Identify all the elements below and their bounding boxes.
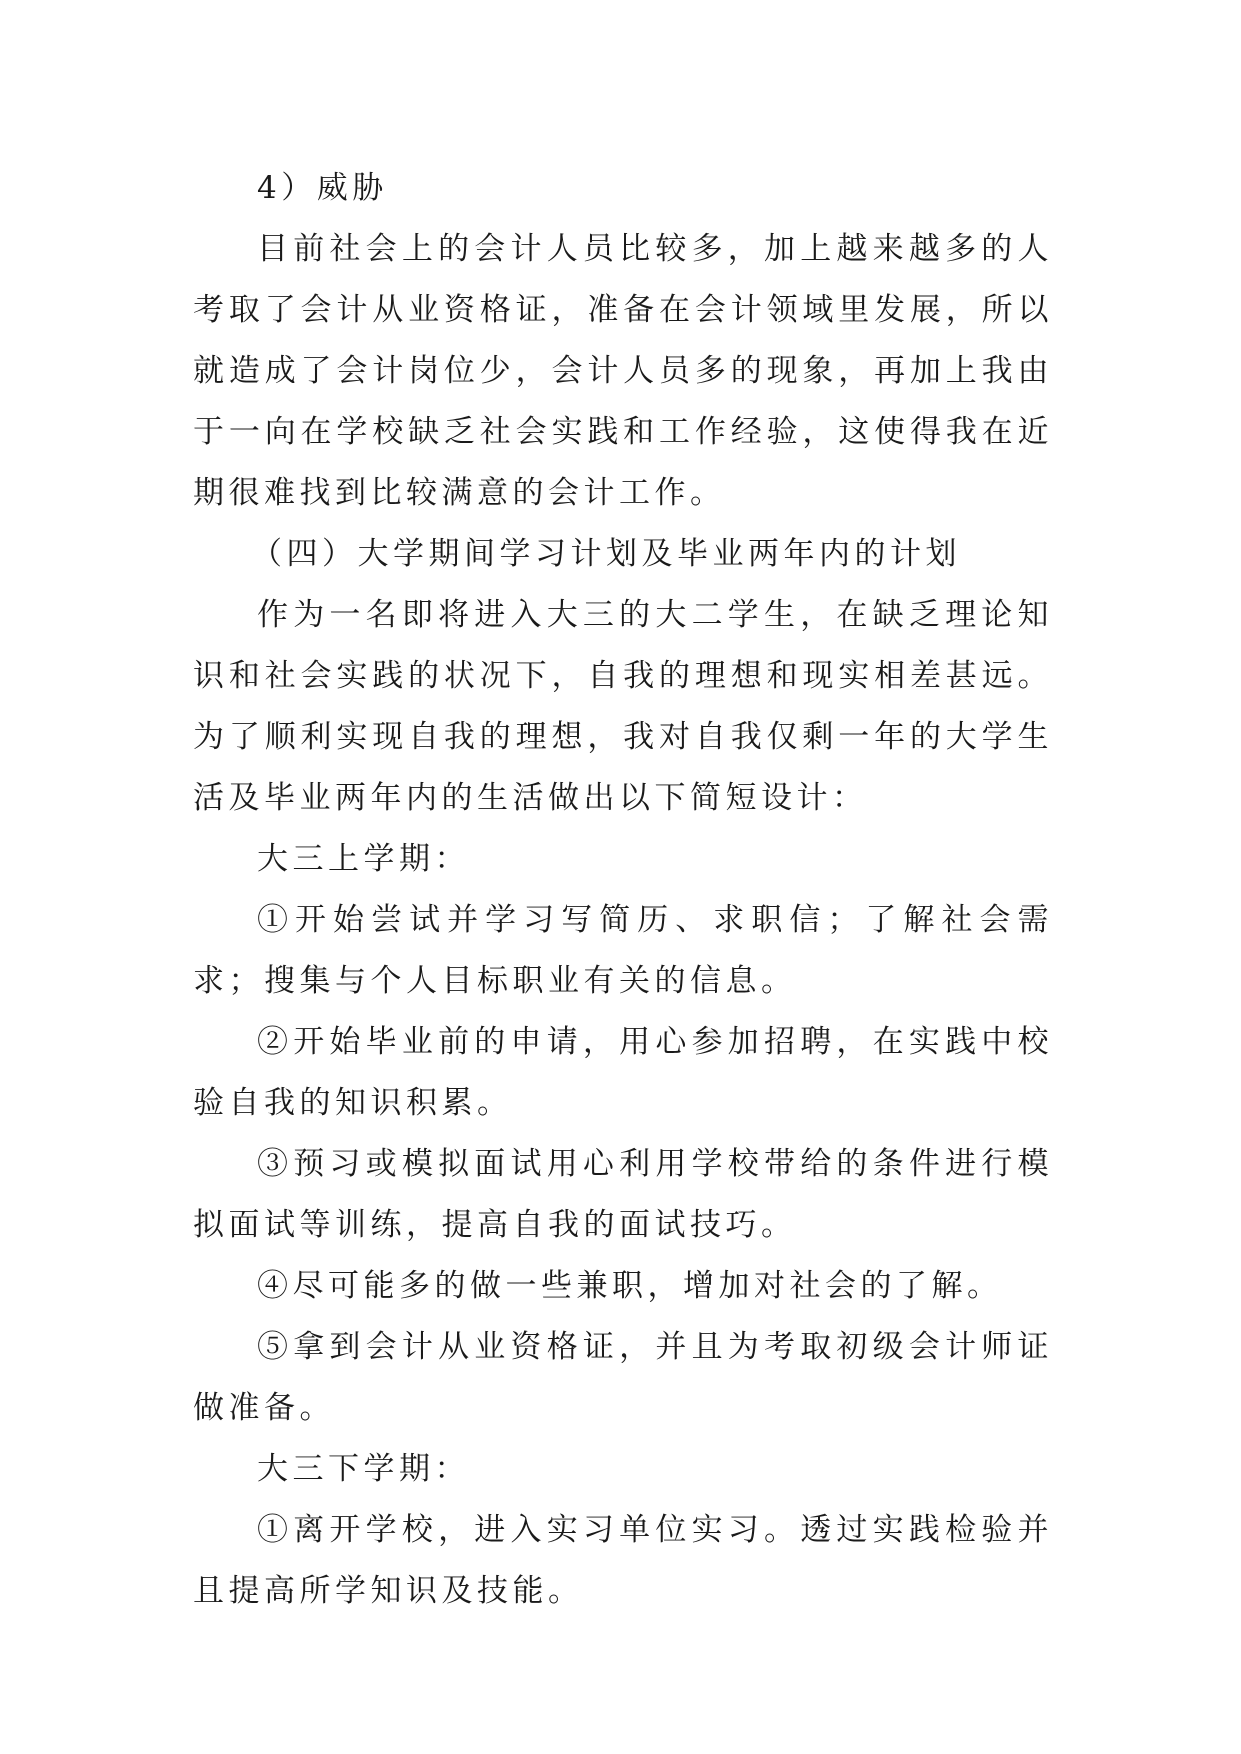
term-label-junior-first: 大三上学期： — [257, 841, 470, 877]
list-item: ④尽可能多的做一些兼职，增加对社会的了解。 — [257, 1268, 1003, 1304]
paragraph-plan-intro: 作为一名即将进入大三的大二学生，在缺乏理论知识和社会实践的状况下，自我的理想和现实相差甚远。为了顺利实现自我的理想，我对自我仅剩一年的大学生活及毕业两年内的生活做出以下简短设计： — [193, 597, 1053, 816]
paragraph-threats-body: 目前社会上的会计人员比较多，加上越来越多的人考取了会计从业资格证，准备在会计领域里发展，所以就造成了会计岗位少，会计人员多的现象，再加上我由于一向在学校缺乏社会实践和工作经验，这使得我在近期很难找到比较满意的会计工作。 — [193, 231, 1053, 511]
document-body — [193, 158, 1053, 1622]
subheading-threats: 4）威胁 — [257, 170, 388, 206]
list-item: ②开始毕业前的申请，用心参加招聘，在实践中校验自我的知识积累。 — [193, 1024, 1053, 1121]
list-item: ①离开学校，进入实习单位实习。透过实践检验并且提高所学知识及技能。 — [193, 1512, 1053, 1609]
list-item: ③预习或模拟面试用心利用学校带给的条件进行模拟面试等训练，提高自我的面试技巧。 — [193, 1146, 1053, 1243]
list-item: ①开始尝试并学习写简历、求职信；了解社会需求；搜集与个人目标职业有关的信息。 — [193, 902, 1053, 999]
list-item: ⑤拿到会计从业资格证，并且为考取初级会计师证做准备。 — [193, 1329, 1053, 1426]
term-label-junior-second: 大三下学期： — [257, 1451, 470, 1487]
section-heading-study-plan: （四）大学期间学习计划及毕业两年内的计划 — [251, 536, 961, 572]
